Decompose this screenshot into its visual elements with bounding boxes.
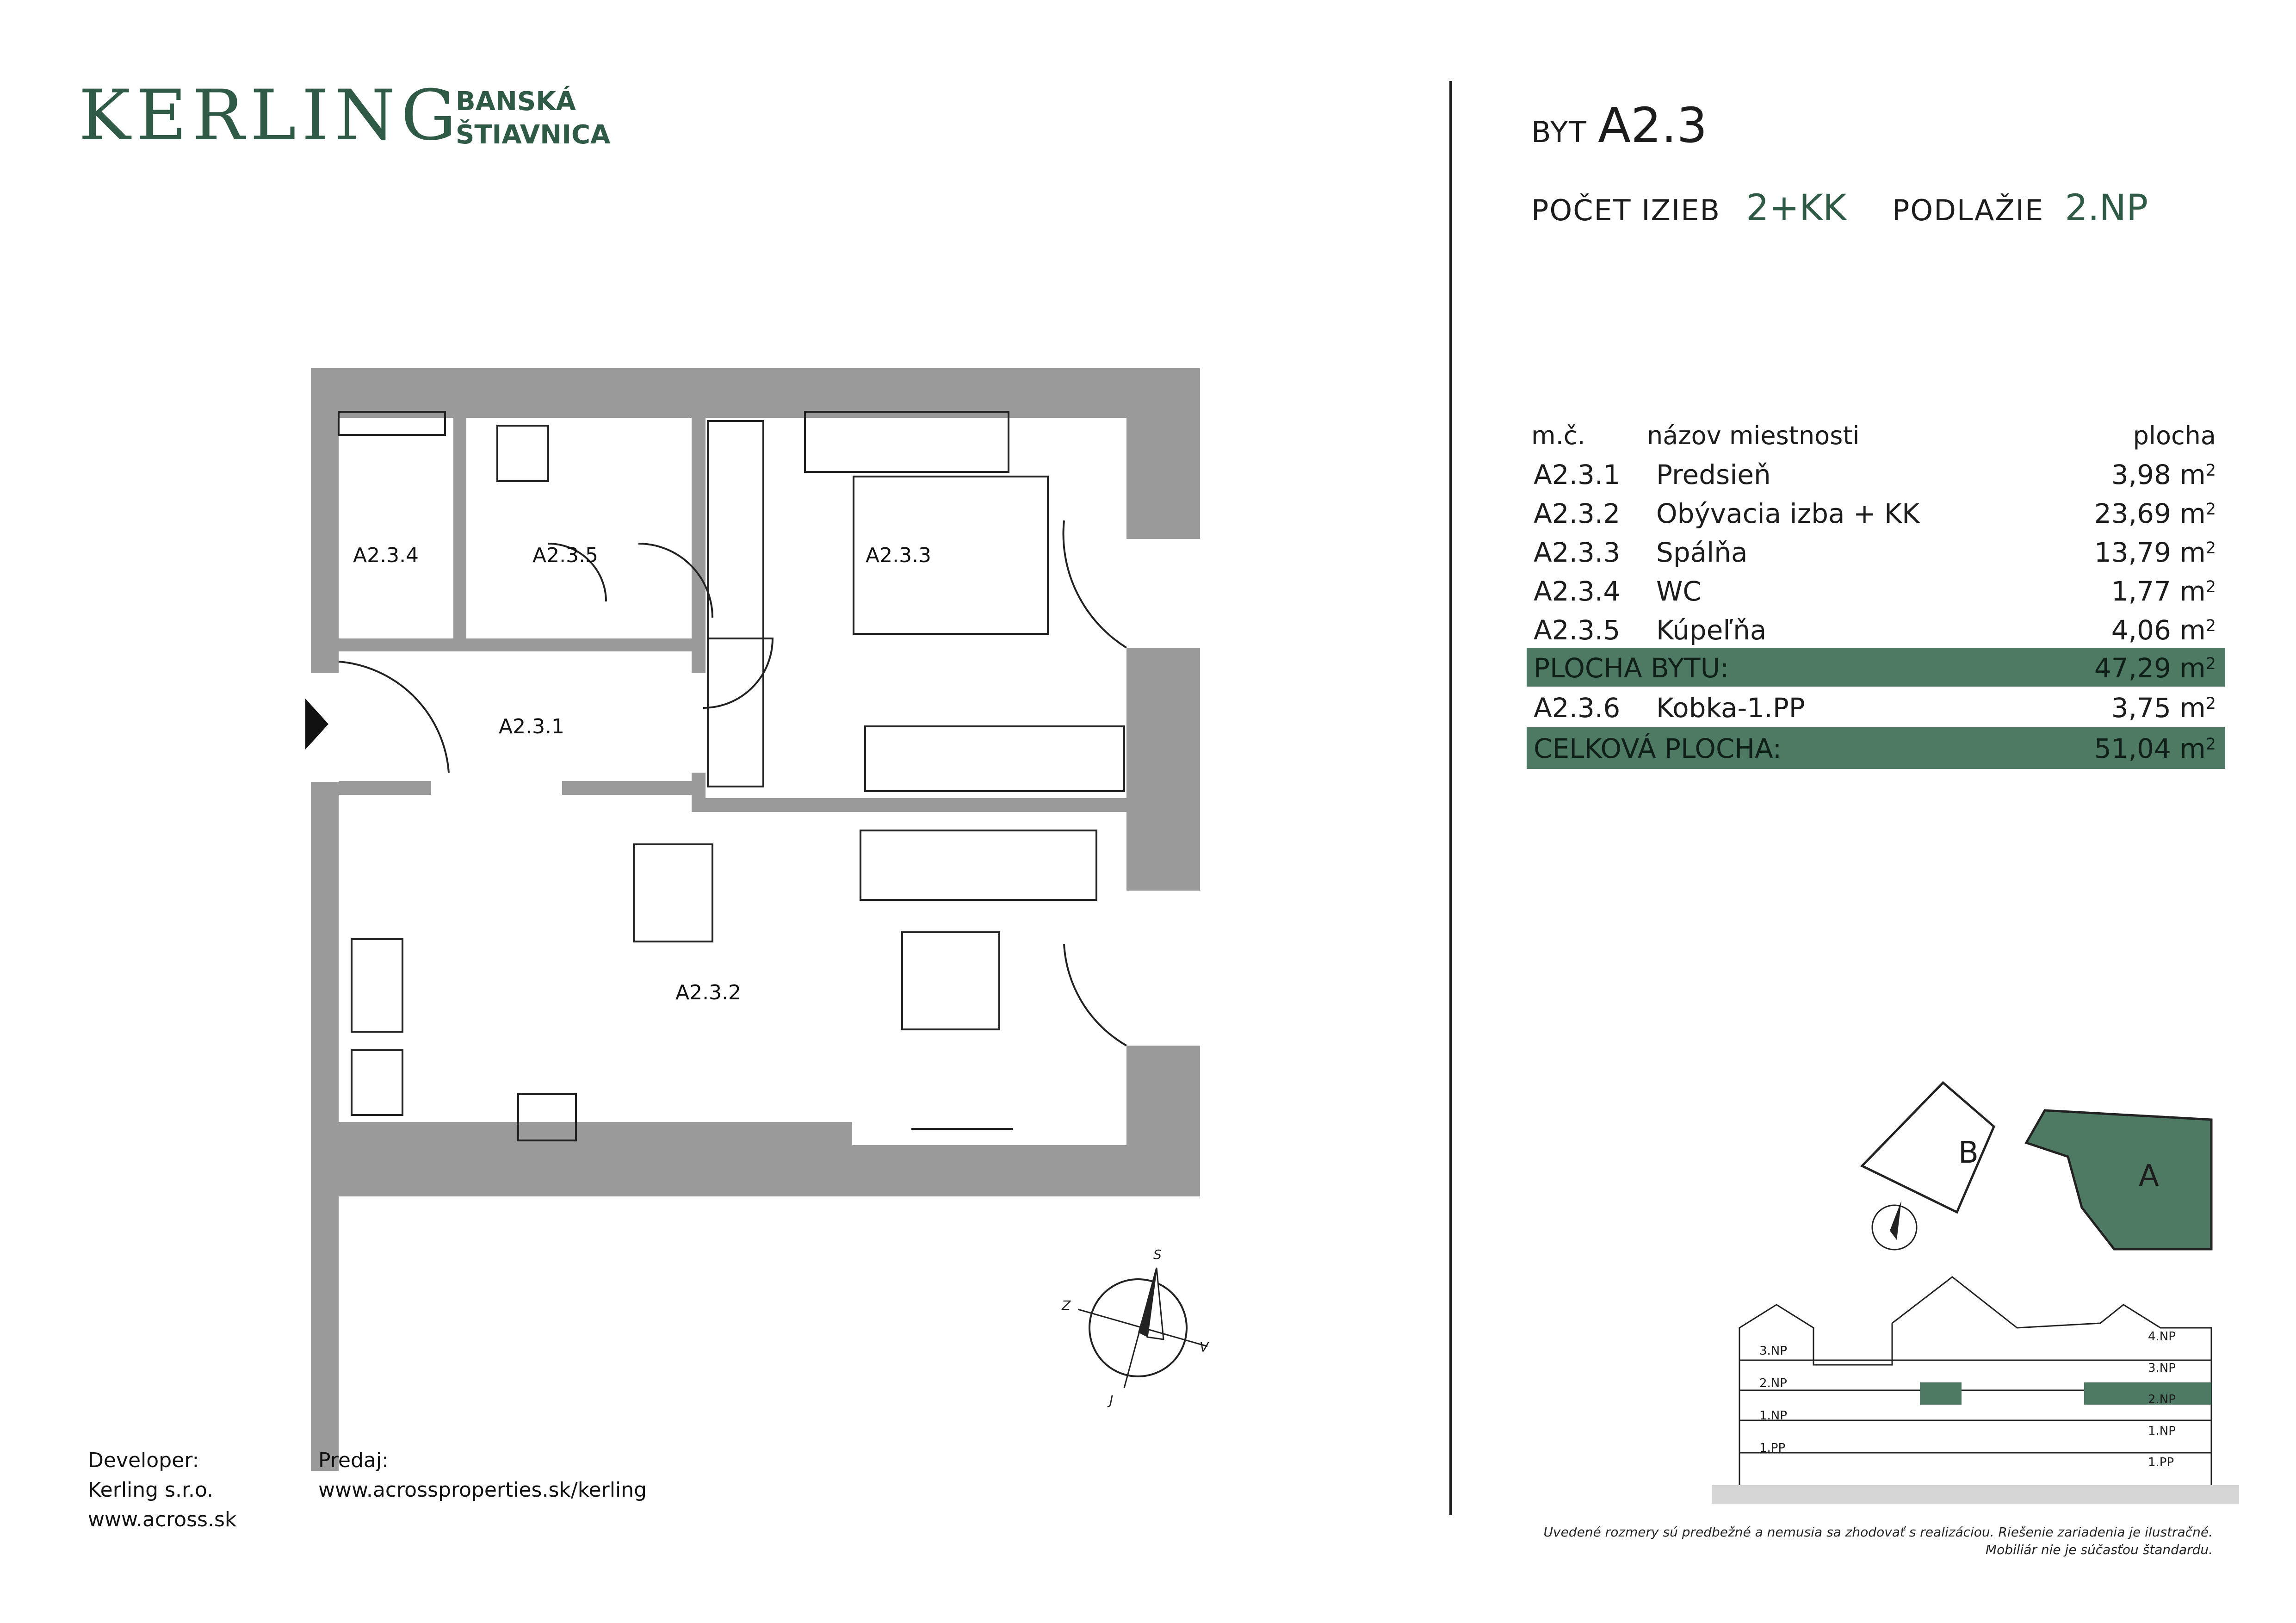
section-floors-left: 3.NP 2.NP 1.NP 1.PP [1759,1344,1787,1455]
room-number: A2.3.4 [1534,576,1621,607]
developer-label: Developer: [88,1449,199,1472]
header-room-number: m.č. [1531,421,1585,450]
room-label-bedroom: A2.3.3 [866,544,932,567]
apartment-id-value: A2.3 [1597,97,1708,154]
sale-web-link[interactable]: www.acrossproperties.sk/kerling [318,1478,647,1502]
room-label-living-room: A2.3.2 [675,981,742,1004]
brand-city-line2: ŠTIAVNICA [456,120,611,150]
room-name: Kúpeľňa [1656,614,1767,646]
disclaimer-line2: Mobiliár nie je súčasťou štandardu. [1985,1542,2213,1557]
table-row [1527,570,2225,609]
compass-s: S [1153,1247,1162,1262]
apartment-id [1531,97,1708,154]
rooms-count-label: POČET IZIEB [1531,193,1720,227]
rooms-count-value: 2+KK [1746,187,1847,229]
entrance-arrow-icon [305,699,328,750]
table-header [1527,416,2225,453]
developer-credits [88,1446,236,1535]
room-number: A2.3.3 [1534,537,1621,568]
floor-value: 2.NP [2065,187,2148,229]
rooms-count [1531,187,1846,229]
room-name: WC [1656,576,1702,607]
developer-name: Kerling s.r.o. [88,1478,214,1502]
apartment-id-label: BYT [1531,115,1587,149]
room-area: 23,69 $m^2$ [2094,498,2216,529]
compass-v: V [1200,1339,1209,1355]
table-rows [1527,453,2225,648]
floor-label: PODLAŽIE [1892,193,2044,227]
extra-room-area: 3,75 $m^2$ [2111,692,2216,724]
room-name: Predsieň [1656,459,1771,490]
room-label-bathroom: A2.3.5 [532,544,599,567]
extra-room-name: Kobka-1.PP [1656,692,1805,724]
sale-label: Predaj: [318,1449,389,1472]
brand-city [456,85,610,152]
room-name: Spálňa [1656,537,1748,568]
header-area: plocha [2133,421,2216,450]
room-number: A2.3.2 [1534,498,1621,529]
room-area: 13,79 $m^2$ [2094,537,2216,568]
compass-z: Z [1062,1298,1071,1313]
header-room-name: názov miestnosti [1647,421,1860,450]
compass-j: J [1109,1393,1114,1408]
room-area: 1,77 $m^2$ [2111,576,2216,607]
block-b-label: B [1958,1136,1979,1170]
developer-web-link[interactable]: www.across.sk [88,1508,237,1531]
sale-credits [318,1446,647,1505]
brand-logo-text: KERLING [79,75,462,156]
total-label: CELKOVÁ PLOCHA: [1534,733,1782,764]
table-row [1527,453,2225,492]
room-area: 4,06 $m^2$ [2111,614,2216,646]
subtotal-label: PLOCHA BYTU: [1534,652,1729,684]
compass-icon [1041,1240,1249,1416]
extra-room-number: A2.3.6 [1534,692,1621,724]
section-floors-right: 4.NP 3.NP 2.NP 1.NP 1.PP [2148,1330,2176,1469]
table-row [1527,531,2225,570]
room-label-hallway: A2.3.1 [499,715,565,738]
room-table [1527,416,2225,769]
brand-city-line1: BANSKÁ [456,87,576,117]
room-label-wc: A2.3.4 [353,544,419,567]
room-name: Obývacia izba + KK [1656,498,1920,529]
room-number: A2.3.1 [1534,459,1621,490]
total-row [1527,727,2225,769]
block-a-label: A [2139,1159,2159,1193]
table-row [1527,492,2225,531]
block-a-outline [2026,1110,2211,1249]
table-row [1527,609,2225,648]
extra-row [1527,687,2225,727]
disclaimer-note [1544,1524,2213,1559]
total-area: 51,04 $m^2$ [2094,733,2216,764]
room-area: 3,98 $m^2$ [2111,459,2216,490]
floor-info [1892,187,2148,229]
subtotal-area: 47,29 $m^2$ [2094,652,2216,684]
disclaimer-line1: Uvedené rozmery sú predbežné a nemusia sa zhodovať s realizáciou. Riešenie zariadenia je ilustračné. [1543,1524,2213,1540]
vertical-divider [1449,81,1452,1515]
subtotal-row [1527,648,2225,687]
room-number: A2.3.5 [1534,614,1621,646]
